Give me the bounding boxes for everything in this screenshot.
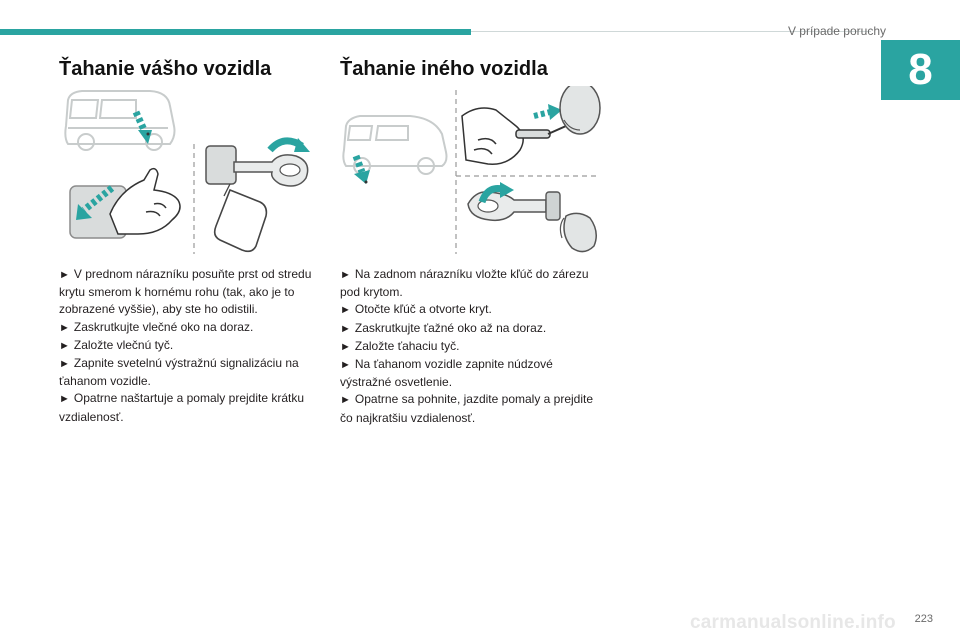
bullet-arrow-icon: ► [340, 359, 351, 372]
instruction-line [59, 301, 329, 318]
rotate-arrow-icon [270, 138, 310, 152]
instruction-text: Otočte kľúč a otvorte kryt. [354, 302, 492, 317]
header-accent-bar [0, 29, 471, 35]
bullet-arrow-icon: ► [59, 339, 70, 352]
page-number: 223 [914, 613, 933, 625]
instruction-line [59, 390, 329, 408]
instruction-line [59, 319, 329, 337]
instruction-text: Na ťahanom vozidle zapnite núdzové [354, 357, 553, 372]
bullet-arrow-icon: ► [340, 304, 351, 317]
instruction-text: pod krytom. [340, 285, 403, 300]
instruction-text: krytu smerom k hornému rohu (tak, ako je to [59, 285, 295, 300]
instruction-text: Opatrne sa pohnite, jazdite pomaly a prejdite [354, 392, 594, 407]
instruction-line [340, 320, 610, 338]
watermark: carmanualsonline.info [690, 612, 896, 633]
left-section-title: Ťahanie vášho vozidla [59, 58, 272, 80]
instruction-line [59, 266, 329, 284]
instruction-line [340, 356, 610, 374]
bullet-arrow-icon: ► [59, 321, 70, 334]
open-cover-drawing [560, 213, 596, 251]
instruction-text: Zapnite svetelnú výstražnú signalizáciu na [73, 356, 299, 371]
bullet-arrow-icon: ► [59, 393, 70, 406]
bullet-arrow-icon: ► [340, 269, 351, 281]
right-section-title: Ťahanie iného vozidla [340, 58, 548, 80]
instruction-text: Založte vlečnú tyč. [73, 337, 174, 352]
instruction-line [340, 284, 610, 301]
instruction-text: vzdialenosť. [59, 409, 124, 424]
instruction-line [59, 337, 329, 355]
instruction-line [59, 409, 329, 426]
instruction-text: Na zadnom nárazníku vložte kľúč do zárezu [354, 267, 589, 281]
front-towing-illustration [58, 86, 320, 256]
instruction-text: Zaskrutkujte ťažné oko až na doraz. [354, 320, 547, 335]
bullet-arrow-icon: ► [340, 394, 351, 407]
instruction-text: zobrazené vyššie), aby ste ho odistili. [59, 302, 258, 317]
chapter-title: V prípade poruchy [787, 24, 886, 38]
right-arrow-icon [534, 104, 562, 120]
instruction-text: Zaskrutkujte vlečné oko na doraz. [73, 319, 254, 334]
bullet-arrow-icon: ► [340, 340, 351, 353]
instruction-text: ťahanom vozidle. [59, 374, 151, 389]
instruction-line [59, 284, 329, 301]
instruction-text: výstražné osvetlenie. [340, 375, 453, 390]
removed-cover-drawing [215, 184, 267, 251]
instruction-line [340, 301, 610, 319]
instruction-line [340, 410, 610, 427]
rear-towing-illustration [338, 86, 610, 261]
towing-eye-drawing [206, 146, 308, 186]
right-instructions [340, 266, 610, 427]
rear-cover-drawing [560, 86, 600, 134]
instruction-line [340, 338, 610, 356]
instruction-line [340, 391, 610, 409]
instruction-line [59, 355, 329, 373]
instruction-line [340, 266, 610, 284]
van-front-drawing [65, 91, 174, 150]
left-instructions [59, 266, 329, 426]
bullet-arrow-icon: ► [340, 322, 351, 335]
bullet-arrow-icon: ► [59, 269, 70, 281]
bullet-arrow-icon: ► [59, 358, 70, 371]
hand-drawing [110, 169, 180, 234]
instruction-text: Opatrne naštartuje a pomaly prejdite krátku [73, 391, 305, 406]
instruction-text: Založte ťahaciu tyč. [354, 338, 460, 353]
instruction-text: čo najkratšiu vzdialenosť. [340, 410, 476, 425]
chapter-number-tab: 8 [881, 40, 960, 100]
instruction-line [340, 374, 610, 391]
instruction-line [59, 373, 329, 390]
instruction-text: V prednom nárazníku posuňte prst od stredu [73, 267, 312, 281]
